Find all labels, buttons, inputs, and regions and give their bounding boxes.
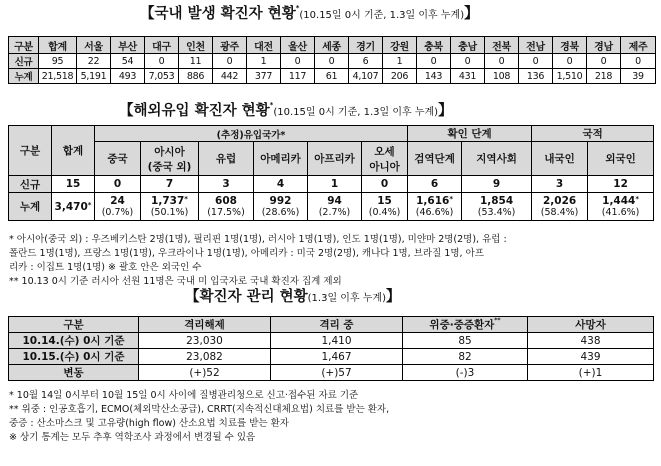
table-cell: 21,518 [39, 69, 77, 84]
row-label: 신규 [9, 54, 39, 69]
header-region: 경기 [349, 37, 383, 54]
domestic-cases-table [8, 36, 656, 84]
header-region: 충북 [417, 37, 451, 54]
cumulative-value-cell [532, 193, 588, 221]
table-cell: 438 [528, 333, 654, 349]
header-region: 부산 [111, 37, 145, 54]
cumulative-value-cell [408, 193, 462, 221]
cumulative-percent: (0.4%) [368, 207, 401, 218]
table-cell: 0 [485, 54, 519, 69]
table-cell: 0 [587, 54, 621, 69]
domestic-subtitle: (10.15일 0시 기준, 1.3일 이후 누계) [299, 10, 465, 21]
new-total: 15 [52, 176, 95, 193]
header-inflow-country: (추정)유입국가* [95, 126, 408, 142]
header-region: 합계 [39, 37, 77, 54]
table-cell: 4,107 [349, 69, 383, 84]
table-cell: 439 [528, 349, 654, 365]
header-region: 제주 [621, 37, 656, 54]
header-region: 대구 [145, 37, 179, 54]
header-deaths: 사망자 [528, 317, 654, 333]
table-cell: 0 [145, 54, 179, 69]
header-region: 서울 [77, 37, 111, 54]
cumulative-value-cell [588, 193, 654, 221]
table-row [9, 333, 654, 349]
table-cell: 0 [417, 54, 451, 69]
footnote-line: ** 10.13 0시 기준 러시아 선원 11명은 국내 미 입국자로 국내 확진자 집계 제외 [9, 276, 342, 287]
cumulative-count: 1,444 [602, 195, 636, 207]
footnote-mark: ** [494, 317, 501, 324]
new-value-cell: 4 [254, 176, 308, 193]
header-region: 광주 [213, 37, 247, 54]
header-region: 경북 [553, 37, 587, 54]
cumulative-value-cell [141, 193, 199, 221]
header-asia-line1: 아시아 [154, 145, 185, 158]
table-cell: 493 [111, 69, 145, 84]
header-oceania [362, 142, 408, 176]
imported-cases-table [8, 125, 654, 221]
table-cell: (+)57 [271, 365, 403, 381]
cumulative-percent: (0.7%) [101, 207, 134, 218]
table-cell: 0 [451, 54, 485, 69]
table-cell: 23,082 [139, 349, 271, 365]
title-footnote-mark: * [269, 101, 274, 109]
table-row [9, 54, 656, 69]
table-cell: 0 [281, 54, 315, 69]
bracket-close: 】 [438, 103, 453, 119]
cumulative-count: 1,616 [416, 195, 450, 207]
footnote-mark: * [449, 195, 453, 203]
row-label: 변동 [9, 365, 139, 381]
table-cell: 1 [247, 54, 281, 69]
new-value-cell: 7 [141, 176, 199, 193]
row-label: 10.15.(수) 0시 기준 [9, 349, 139, 365]
bracket-open: 【 [185, 289, 200, 305]
cumulative-value-cell [462, 193, 532, 221]
header-china: 중국 [95, 142, 141, 176]
header-region: 인천 [179, 37, 213, 54]
table-cell: (-)3 [403, 365, 528, 381]
cumulative-count: 1,737 [151, 195, 185, 207]
footnote-line: 폴란드 1명(1명), 프랑스 1명(1명), 우크라이나 1명(1명), 아메리카 : 미국 2명(2명), 캐나다 1명, 브라질 1명, 아프 [9, 248, 484, 259]
table-cell: 0 [213, 54, 247, 69]
new-value-cell: 9 [462, 176, 532, 193]
table-cell: 0 [553, 54, 587, 69]
header-total: 합계 [52, 126, 95, 176]
table-cell: 5,191 [77, 69, 111, 84]
new-value-cell: 6 [408, 176, 462, 193]
footnote-mark: * [87, 200, 92, 209]
footnote-line: ** 위중 : 인공호흡기, ECMO(체외막산소공급), CRRT(지속적신대체요법) 치료를 받는 환자, [9, 404, 390, 415]
table-cell: 23,030 [139, 333, 271, 349]
footnote-mark: * [184, 195, 188, 203]
header-oceania-line1: 오세 [374, 145, 395, 158]
header-critical-text: 위중·중증환자 [429, 319, 495, 331]
footnote-line: * 10월 14일 0시부터 10월 15일 0시 사이에 질병관리청으로 신고·접수된 자료 기준 [9, 390, 359, 401]
footnote-mark: * [635, 195, 640, 203]
table-row [9, 69, 656, 84]
cumulative-percent: (58.4%) [540, 207, 579, 218]
table-cell: (+)1 [528, 365, 654, 381]
table-cell: (+)52 [139, 365, 271, 381]
cumulative-percent: (50.1%) [150, 207, 189, 218]
table-row [9, 365, 654, 381]
table-cell: 85 [403, 333, 528, 349]
header-africa: 아프리카 [308, 142, 362, 176]
header-isolated: 격리 중 [271, 317, 403, 333]
header-nationality: 국적 [532, 126, 654, 142]
table-cell: 6 [349, 54, 383, 69]
header-released: 격리해제 [139, 317, 271, 333]
row-label: 10.14.(수) 0시 기준 [9, 333, 139, 349]
table-cell: 39 [621, 69, 656, 84]
table-row [9, 349, 654, 365]
table-cell: 0 [621, 54, 656, 69]
domestic-title-text: 국내 발생 확진자 현황 [154, 6, 296, 22]
header-asia [141, 142, 199, 176]
bracket-open: 【 [140, 6, 155, 22]
header-region: 세종 [315, 37, 349, 54]
cumulative-count: 94 [327, 195, 342, 207]
cumulative-count: 15 [377, 195, 392, 207]
management-title-text: 확진자 관리 현황 [199, 289, 308, 305]
cumulative-percent: (28.6%) [261, 207, 300, 218]
table-cell: 431 [451, 69, 485, 84]
header-region: 경남 [587, 37, 621, 54]
management-subtitle: (1.3일 이후 누계) [307, 293, 387, 304]
footnote-line: 리카 : 이집트 1명(1명) ※ 괄호 안은 외국인 수 [9, 262, 202, 273]
table-cell: 1,410 [271, 333, 403, 349]
new-value-cell: 0 [95, 176, 141, 193]
header-korean: 내국인 [532, 142, 588, 176]
case-management-table [8, 316, 654, 381]
table-cell: 61 [315, 69, 349, 84]
footnote-line: 중증 : 산소마스크 및 고유량(high flow) 산소요법 치료를 받는 환자 [9, 418, 289, 429]
table-cell: 206 [383, 69, 417, 84]
header-community: 지역사회 [462, 142, 532, 176]
table-cell: 95 [39, 54, 77, 69]
row-label-cumulative: 누계 [9, 193, 52, 221]
table-cell: 0 [315, 54, 349, 69]
header-europe: 유럽 [199, 142, 254, 176]
bracket-open: 【 [119, 103, 134, 119]
title-footnote-mark: * [295, 4, 300, 12]
cumulative-percent: (53.4%) [477, 207, 516, 218]
table-cell: 11 [179, 54, 213, 69]
cumulative-percent: (17.5%) [207, 207, 245, 218]
new-value-cell: 3 [532, 176, 588, 193]
cumulative-total-value: 3,470 [54, 200, 88, 213]
header-region: 전북 [485, 37, 519, 54]
imported-subtitle: (10.15일 0시 기준, 1.3일 이후 누계) [273, 107, 439, 118]
table-cell: 82 [403, 349, 528, 365]
row-label-new: 신규 [9, 176, 52, 193]
cumulative-value-cell [362, 193, 408, 221]
domestic-section-title [140, 4, 479, 22]
management-section-title [185, 290, 401, 305]
footnote-line: ※ 상기 통계는 모두 추후 역학조사 과정에서 변경될 수 있음 [9, 432, 256, 443]
cumulative-count: 1,854 [479, 195, 514, 207]
table-cell: 377 [247, 69, 281, 84]
header-region: 충남 [451, 37, 485, 54]
table-cell: 22 [77, 54, 111, 69]
cumulative-value-cell [254, 193, 308, 221]
header-asia-line2: (중국 외) [147, 160, 192, 173]
header-region: 울산 [281, 37, 315, 54]
footnote-line: * 아시아(중국 외) : 우즈베키스탄 2명(1명), 필리핀 1명(1명), 러시아 1명(1명), 인도 1명(1명), 미얀마 2명(2명), 유럽 : [9, 234, 507, 245]
cumulative-count: 608 [215, 195, 237, 207]
new-value-cell: 1 [308, 176, 362, 193]
imported-title-text: 해외유입 확진자 현황 [133, 103, 270, 119]
table-cell: 0 [519, 54, 553, 69]
header-region: 전남 [519, 37, 553, 54]
cumulative-value-cell [308, 193, 362, 221]
table-cell: 108 [485, 69, 519, 84]
cumulative-count: 24 [110, 195, 125, 207]
table-cell: 1,510 [553, 69, 587, 84]
bracket-close: 】 [464, 6, 479, 22]
header-category: 구분 [9, 37, 39, 54]
header-region: 대전 [247, 37, 281, 54]
table-cell: 1 [383, 54, 417, 69]
header-region: 강원 [383, 37, 417, 54]
table-cell: 886 [179, 69, 213, 84]
header-americas: 아메리카 [254, 142, 308, 176]
bracket-close: 】 [386, 289, 401, 305]
cumulative-percent: (41.6%) [601, 207, 640, 218]
header-foreign: 외국인 [588, 142, 654, 176]
header-confirm-stage: 확인 단계 [408, 126, 532, 142]
cumulative-percent: (2.7%) [318, 207, 351, 218]
header-critical [403, 317, 528, 333]
header-quarantine: 검역단계 [408, 142, 462, 176]
imported-section-title [119, 101, 453, 119]
header-oceania-line2: 아니아 [369, 160, 400, 173]
header-category: 구분 [9, 126, 52, 176]
table-cell: 442 [213, 69, 247, 84]
cumulative-count: 2,026 [542, 195, 577, 207]
cumulative-total [52, 193, 95, 221]
table-cell: 136 [519, 69, 553, 84]
table-cell: 7,053 [145, 69, 179, 84]
row-label: 누계 [9, 69, 39, 84]
new-value-cell: 12 [588, 176, 654, 193]
table-cell: 54 [111, 54, 145, 69]
table-cell: 143 [417, 69, 451, 84]
cumulative-value-cell [95, 193, 141, 221]
new-value-cell: 0 [362, 176, 408, 193]
table-cell: 218 [587, 69, 621, 84]
new-value-cell: 3 [199, 176, 254, 193]
cumulative-value-cell [199, 193, 254, 221]
header-category: 구분 [9, 317, 139, 333]
cumulative-percent: (46.6%) [415, 207, 454, 218]
cumulative-count: 992 [269, 195, 292, 207]
table-cell: 117 [281, 69, 315, 84]
table-cell: 1,467 [271, 349, 403, 365]
